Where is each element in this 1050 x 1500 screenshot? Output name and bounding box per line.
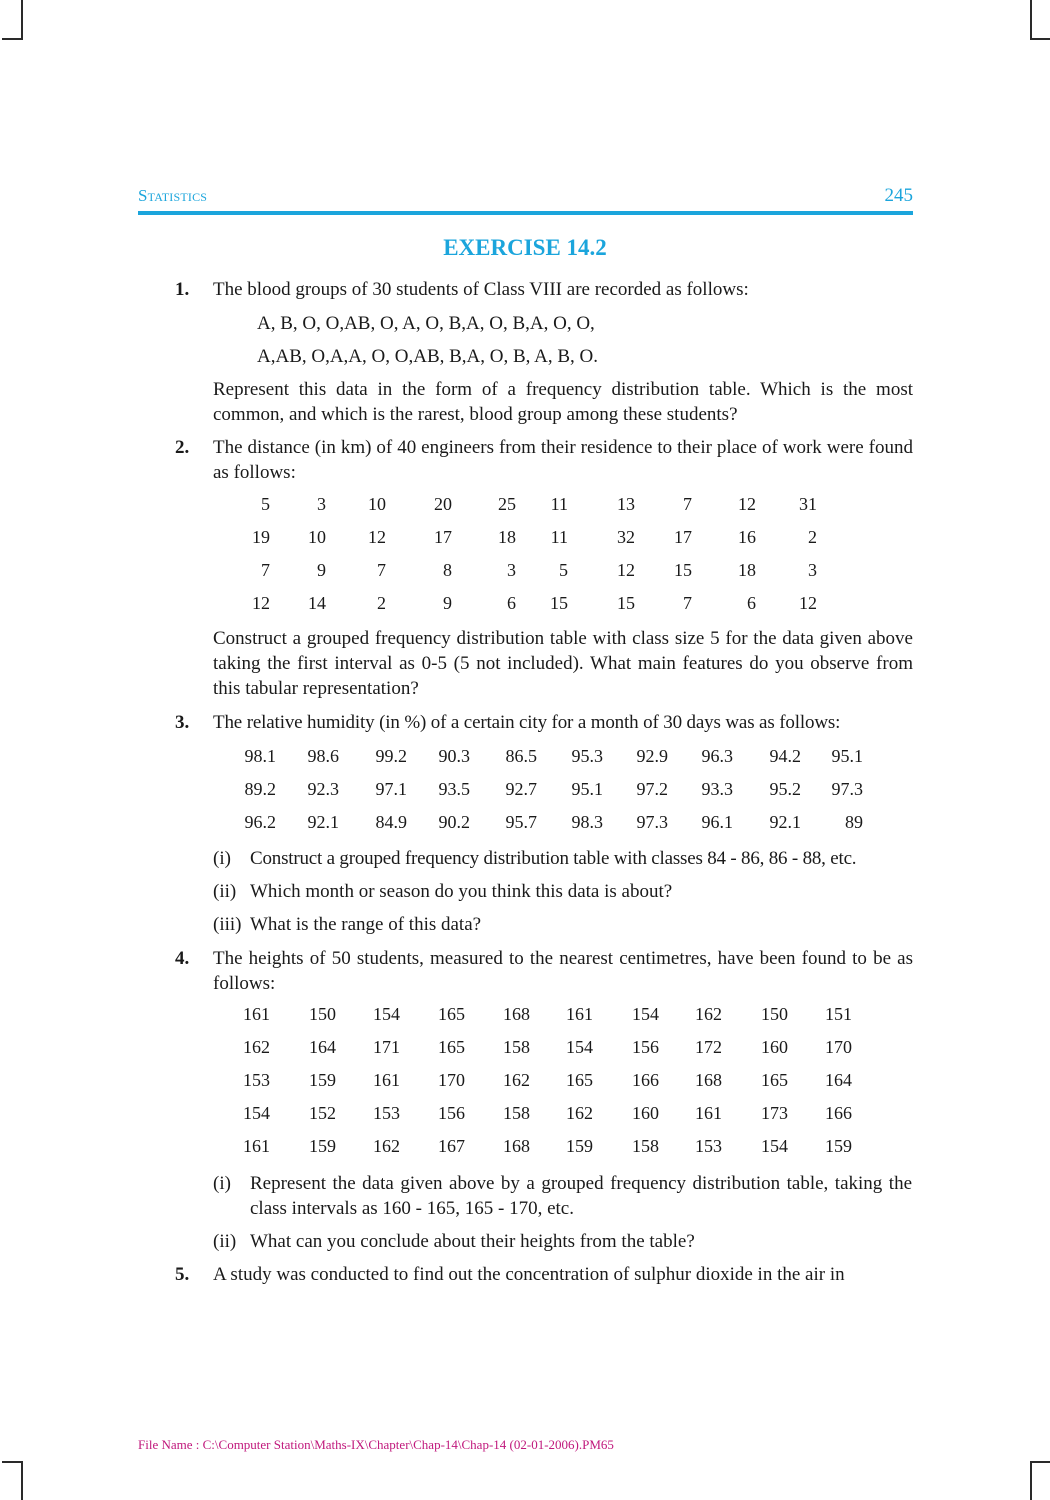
data-cell: 165 (761, 1070, 788, 1090)
data-cell: 8 (443, 560, 452, 580)
data-cell: 162 (503, 1070, 530, 1090)
crop-mark-top-right (1030, 0, 1032, 40)
data-cell: 9 (443, 593, 452, 613)
page-number: 245 (884, 185, 913, 206)
data-cell: 95.3 (571, 746, 603, 766)
data-cell: 9 (317, 560, 326, 580)
data-cell: 12 (368, 527, 386, 547)
data-cell: 98.6 (307, 746, 339, 766)
running-head: Statistics (138, 186, 208, 205)
subpart-label: (i) (213, 1173, 231, 1194)
data-cell: 150 (309, 1004, 336, 1024)
data-cell: 153 (695, 1136, 722, 1156)
data-cell: 95.7 (505, 812, 537, 832)
crop-mark-bottom-right (1030, 1461, 1032, 1500)
data-cell: 19 (252, 527, 270, 547)
question-text: A study was conducted to find out the concentration of sulphur dioxide in the air in (213, 1264, 845, 1285)
data-cell: 159 (566, 1136, 593, 1156)
data-cell: 98.3 (571, 812, 603, 832)
data-cell: 31 (799, 494, 817, 514)
crop-mark-top-right (1030, 38, 1050, 40)
data-cell: 96.1 (701, 812, 733, 832)
data-cell: 93.5 (438, 779, 470, 799)
subpart-text: What can you conclude about their heights from the table? (250, 1231, 695, 1252)
data-cell: 96.2 (244, 812, 276, 832)
blood-group-sequence: A, B, O, O,AB, O, A, O, B,A, O, B,A, O, O, (257, 313, 595, 334)
data-cell: 97.1 (375, 779, 407, 799)
header-rule (138, 211, 913, 215)
data-cell: 154 (373, 1004, 400, 1024)
crop-mark-top-left (2, 38, 23, 40)
data-cell: 159 (309, 1070, 336, 1090)
subpart-label: (ii) (213, 1231, 237, 1252)
subpart-text: Which month or season do you think this data is about? (250, 881, 673, 902)
data-cell: 11 (550, 527, 568, 547)
data-cell: 92.1 (307, 812, 339, 832)
question-number: 5. (175, 1264, 190, 1285)
data-cell: 154 (243, 1103, 270, 1123)
data-cell: 7 (377, 560, 386, 580)
subpart-label: (ii) (213, 881, 237, 902)
data-cell: 158 (503, 1037, 530, 1057)
data-cell: 17 (434, 527, 452, 547)
blood-group-sequence: A,AB, O,A,A, O, O,AB, B,A, O, B, A, B, O. (257, 346, 598, 367)
data-cell: 159 (309, 1136, 336, 1156)
data-cell: 5 (261, 494, 270, 514)
question-text: The distance (in km) of 40 engineers from their residence to their place of work were found as follows: (213, 437, 913, 483)
data-cell: 97.2 (636, 779, 668, 799)
data-cell: 20 (434, 494, 452, 514)
data-cell: 7 (683, 593, 692, 613)
question-text: The heights of 50 students, measured to the nearest centimetres, have been found to be as follows: (213, 948, 913, 994)
data-cell: 11 (550, 494, 568, 514)
data-cell: 161 (373, 1070, 400, 1090)
data-cell: 18 (498, 527, 516, 547)
data-cell: 94.2 (769, 746, 801, 766)
data-cell: 6 (507, 593, 516, 613)
data-cell: 156 (632, 1037, 659, 1057)
subpart-text: Construct a grouped frequency distribution table with classes 84 - 86, 86 - 88, etc. (250, 848, 857, 869)
data-cell: 92.7 (505, 779, 537, 799)
data-cell: 17 (674, 527, 692, 547)
file-name-footer: File Name : C:\Computer Station\Maths-IX\Chapter\Chap-14\Chap-14 (02-01-2006).PM65 (138, 1437, 614, 1452)
data-cell: 16 (738, 527, 756, 547)
data-cell: 14 (308, 593, 326, 613)
data-cell: 12 (252, 593, 270, 613)
data-cell: 98.1 (244, 746, 276, 766)
subpart (213, 846, 913, 871)
data-cell: 158 (503, 1103, 530, 1123)
data-cell: 154 (632, 1004, 659, 1024)
data-cell: 95.1 (831, 746, 863, 766)
data-cell: 168 (695, 1070, 722, 1090)
data-cell: 160 (761, 1037, 788, 1057)
data-cell: 12 (799, 593, 817, 613)
data-cell: 167 (438, 1136, 465, 1156)
data-cell: 32 (617, 527, 635, 547)
data-cell: 3 (317, 494, 326, 514)
data-cell: 151 (825, 1004, 852, 1024)
data-cell: 95.2 (769, 779, 801, 799)
subpart (213, 1229, 913, 1254)
data-cell: 15 (550, 593, 568, 613)
data-cell: 168 (503, 1136, 530, 1156)
question-text: The relative humidity (in %) of a certain city for a month of 30 days was as follows: (213, 712, 841, 733)
data-cell: 171 (373, 1037, 400, 1057)
data-cell: 159 (825, 1136, 852, 1156)
data-cell: 153 (243, 1070, 270, 1090)
data-cell: 99.2 (375, 746, 407, 766)
data-cell: 164 (825, 1070, 852, 1090)
data-cell: 10 (368, 494, 386, 514)
data-cell: 90.3 (438, 746, 470, 766)
data-cell: 15 (674, 560, 692, 580)
subpart (213, 879, 913, 904)
data-cell: 89 (845, 812, 863, 832)
data-cell: 154 (761, 1136, 788, 1156)
data-cell: 162 (695, 1004, 722, 1024)
data-cell: 161 (243, 1136, 270, 1156)
subpart-text: What is the range of this data? (250, 914, 482, 935)
data-cell: 92.9 (636, 746, 668, 766)
data-cell: 161 (566, 1004, 593, 1024)
data-cell: 86.5 (505, 746, 537, 766)
question-number: 1. (175, 279, 190, 300)
data-cell: 18 (738, 560, 756, 580)
data-cell: 160 (632, 1103, 659, 1123)
data-cell: 92.1 (769, 812, 801, 832)
data-cell: 13 (617, 494, 635, 514)
data-cell: 165 (566, 1070, 593, 1090)
data-cell: 156 (438, 1103, 465, 1123)
question-number: 4. (175, 948, 190, 969)
data-cell: 164 (309, 1037, 336, 1057)
data-cell: 2 (377, 593, 386, 613)
data-cell: 12 (738, 494, 756, 514)
data-cell: 166 (632, 1070, 659, 1090)
data-cell: 15 (617, 593, 635, 613)
data-cell: 152 (309, 1103, 336, 1123)
data-cell: 162 (373, 1136, 400, 1156)
data-cell: 95.1 (571, 779, 603, 799)
question-text: The blood groups of 30 students of Class VIII are recorded as follows: (213, 279, 749, 300)
data-cell: 84.9 (375, 812, 407, 832)
subpart (213, 1171, 913, 1221)
data-cell: 97.3 (831, 779, 863, 799)
data-cell: 90.2 (438, 812, 470, 832)
data-cell: 12 (617, 560, 635, 580)
data-cell: 173 (761, 1103, 788, 1123)
data-cell: 161 (243, 1004, 270, 1024)
data-cell: 162 (566, 1103, 593, 1123)
data-cell: 170 (438, 1070, 465, 1090)
data-cell: 7 (683, 494, 692, 514)
crop-mark-bottom-right (1030, 1461, 1050, 1463)
data-cell: 6 (747, 593, 756, 613)
crop-mark-top-left (21, 0, 23, 40)
data-cell: 93.3 (701, 779, 733, 799)
data-cell: 162 (243, 1037, 270, 1057)
data-cell: 161 (695, 1103, 722, 1123)
data-cell: 166 (825, 1103, 852, 1123)
subpart-text: Represent the data given above by a grouped frequency distribution table, taking the class intervals as 160 - 165, 165 - 170, etc. (250, 1173, 912, 1219)
data-cell: 92.3 (307, 779, 339, 799)
data-cell: 10 (308, 527, 326, 547)
data-cell: 165 (438, 1004, 465, 1024)
question-number: 2. (175, 437, 190, 458)
crop-mark-bottom-left (21, 1461, 23, 1500)
data-cell: 96.3 (701, 746, 733, 766)
data-cell: 3 (808, 560, 817, 580)
data-cell: 172 (695, 1037, 722, 1057)
subpart-label: (i) (213, 848, 231, 869)
data-cell: 97.3 (636, 812, 668, 832)
data-cell: 7 (261, 560, 270, 580)
data-cell: 154 (566, 1037, 593, 1057)
question-followup: Construct a grouped frequency distribution table with class size 5 for the data given above taking the first interval as 0-5 (5 not included). What main features do you observe from this tabular representation? (213, 628, 913, 699)
data-cell: 170 (825, 1037, 852, 1057)
subpart (213, 912, 913, 937)
data-cell: 25 (498, 494, 516, 514)
data-cell: 150 (761, 1004, 788, 1024)
data-cell: 89.2 (244, 779, 276, 799)
data-cell: 2 (808, 527, 817, 547)
data-cell: 5 (559, 560, 568, 580)
data-cell: 153 (373, 1103, 400, 1123)
question-number: 3. (175, 712, 190, 733)
data-cell: 165 (438, 1037, 465, 1057)
data-cell: 158 (632, 1136, 659, 1156)
crop-mark-bottom-left (2, 1461, 23, 1463)
data-cell: 3 (507, 560, 516, 580)
subpart-label: (iii) (213, 914, 242, 935)
question-followup: Represent this data in the form of a frequency distribution table. Which is the most common, and which is the rarest, blood group among these students? (213, 379, 913, 425)
data-cell: 168 (503, 1004, 530, 1024)
exercise-title: EXERCISE 14.2 (443, 235, 607, 260)
